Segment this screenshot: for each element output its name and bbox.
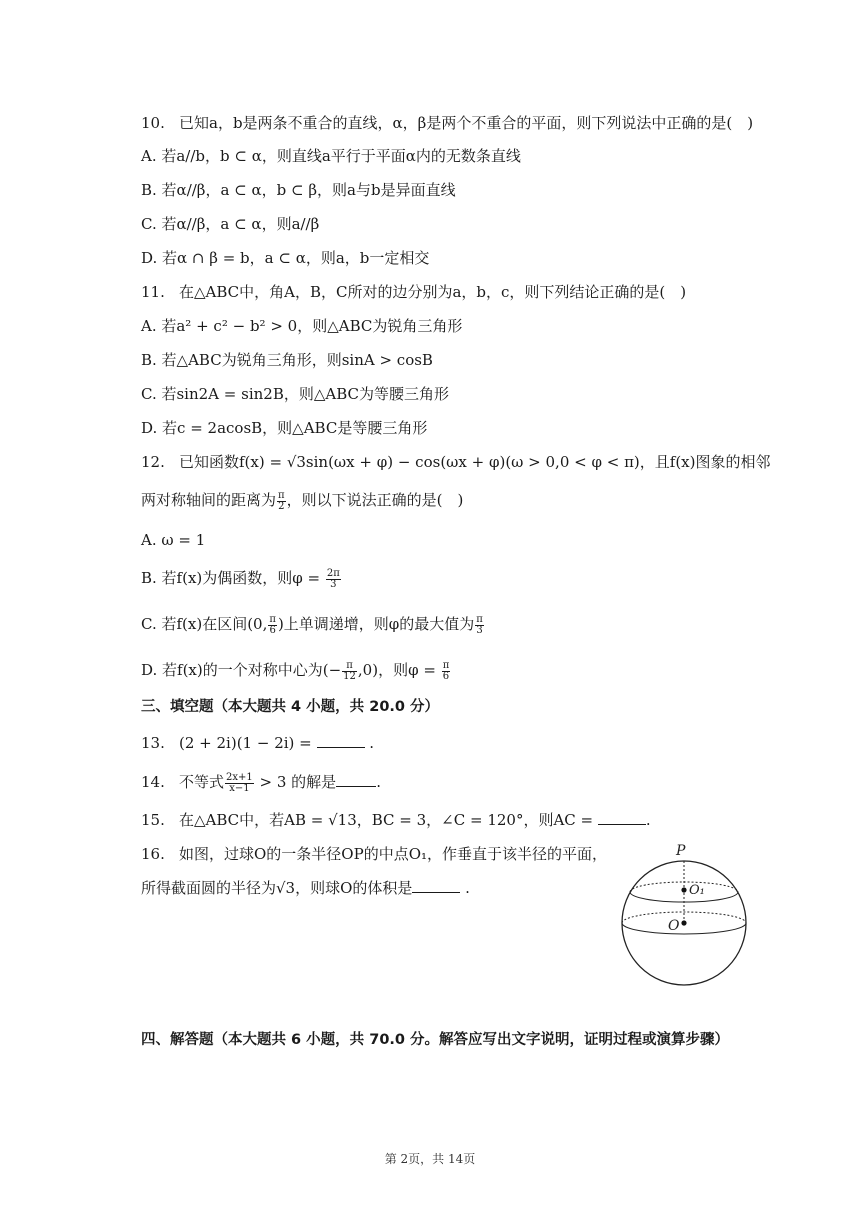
q12-stem-line1: 12. 已知函数f(x) = √3sin(ωx + φ) − cos(ωx + φ)(ω > 0,0 < φ < π)，且f(x)图象的相邻 bbox=[141, 453, 771, 471]
q14: 14. 不等式 $\frac{2x+1}{x-1}$ > 3 的解是 . bbox=[141, 771, 381, 794]
q10-option-d: D. 若α ∩ β = b，a ⊂ α，则a，b一定相交 bbox=[141, 249, 430, 267]
page-footer: 第 2页，共 14页 bbox=[384, 1152, 476, 1166]
q11-option-b: B. 若△ABC为锐角三角形，则sinA > cosB bbox=[141, 351, 433, 369]
fraction: $\frac{\pi}{6}$ bbox=[269, 613, 276, 636]
q11-option-d: D. 若c = 2acosB，则△ABC是等腰三角形 bbox=[141, 419, 428, 437]
q12-option-a: A. ω = 1 bbox=[141, 531, 206, 549]
sphere-figure bbox=[618, 838, 758, 988]
section-3-heading: 三、填空题（本大题共 4 小题，共 20.0 分） bbox=[141, 699, 440, 715]
fraction: $\frac{2\pi}{3}$ bbox=[326, 567, 340, 590]
answer-blank bbox=[412, 878, 460, 893]
q10-option-a: A. 若a//b，b ⊂ α，则直线a平行于平面α内的无数条直线 bbox=[141, 147, 521, 165]
q11-option-a: A. 若a² + c² − b² > 0，则△ABC为锐角三角形 bbox=[141, 317, 463, 335]
fraction: $\frac{\pi}{6}$ bbox=[442, 659, 450, 682]
q11-stem: 11. 在△ABC中，角A，B，C所对的边分别为a，b，c，则下列结论正确的是( ) bbox=[141, 283, 687, 301]
section-4-heading: 四、解答题（本大题共 6 小题，共 70.0 分。解答应写出文字说明，证明过程或演算步骤） bbox=[141, 1032, 730, 1048]
point-o1 bbox=[681, 887, 686, 892]
answer-blank bbox=[317, 733, 365, 748]
label-o1: O₁ bbox=[689, 883, 705, 898]
q10-option-c: C. 若α//β，a ⊂ α，则a//β bbox=[141, 215, 320, 233]
q12-option-b: B. 若f(x)为偶函数，则φ = $\frac{2\pi}{3}$ bbox=[141, 567, 340, 590]
q15: 15. 在△ABC中，若AB = √13，BC = 3，∠C = 120°，则AC = . bbox=[141, 811, 651, 829]
fraction: $\frac{\pi}{2}$ bbox=[278, 489, 285, 512]
q16-line1: 16. 如图，过球O的一条半径OP的中点O₁，作垂直于该半径的平面， bbox=[141, 845, 608, 863]
point-o bbox=[681, 920, 686, 925]
answer-blank bbox=[336, 772, 376, 787]
q12-option-d: D. 若f(x)的一个对称中心为(− $\frac{\pi}{12}$ ,0)，则φ = $\frac{\pi}{6}$ bbox=[141, 659, 450, 682]
fraction: $\frac{2x+1}{x-1}$ bbox=[226, 771, 253, 794]
label-p: P bbox=[676, 843, 686, 859]
q12-option-c: C. 若f(x)在区间(0, $\frac{\pi}{6}$ )上单调递增，则φ的最大值为 $\frac{\pi}{3}$ bbox=[141, 613, 483, 636]
label-o: O bbox=[668, 918, 680, 934]
q10-option-b: B. 若α//β，a ⊂ α，b ⊂ β，则a与b是异面直线 bbox=[141, 181, 456, 199]
q11-option-c: C. 若sin2A = sin2B，则△ABC为等腰三角形 bbox=[141, 385, 449, 403]
q16-line2: 所得截面圆的半径为√3，则球O的体积是 . bbox=[141, 879, 470, 897]
q10-stem: 10. 已知a，b是两条不重合的直线，α，β是两个不重合的平面，则下列说法中正确的是( ) bbox=[141, 114, 754, 132]
q13: 13. (2 + 2i)(1 − 2i) = . bbox=[141, 734, 375, 752]
q12-stem-line2: 两对称轴间的距离为 $\frac{\pi}{2}$ ，则以下说法正确的是( ) bbox=[141, 489, 464, 512]
answer-blank bbox=[598, 810, 646, 825]
fraction: $\frac{\pi}{3}$ bbox=[476, 613, 483, 636]
fraction: $\frac{\pi}{12}$ bbox=[343, 659, 356, 682]
